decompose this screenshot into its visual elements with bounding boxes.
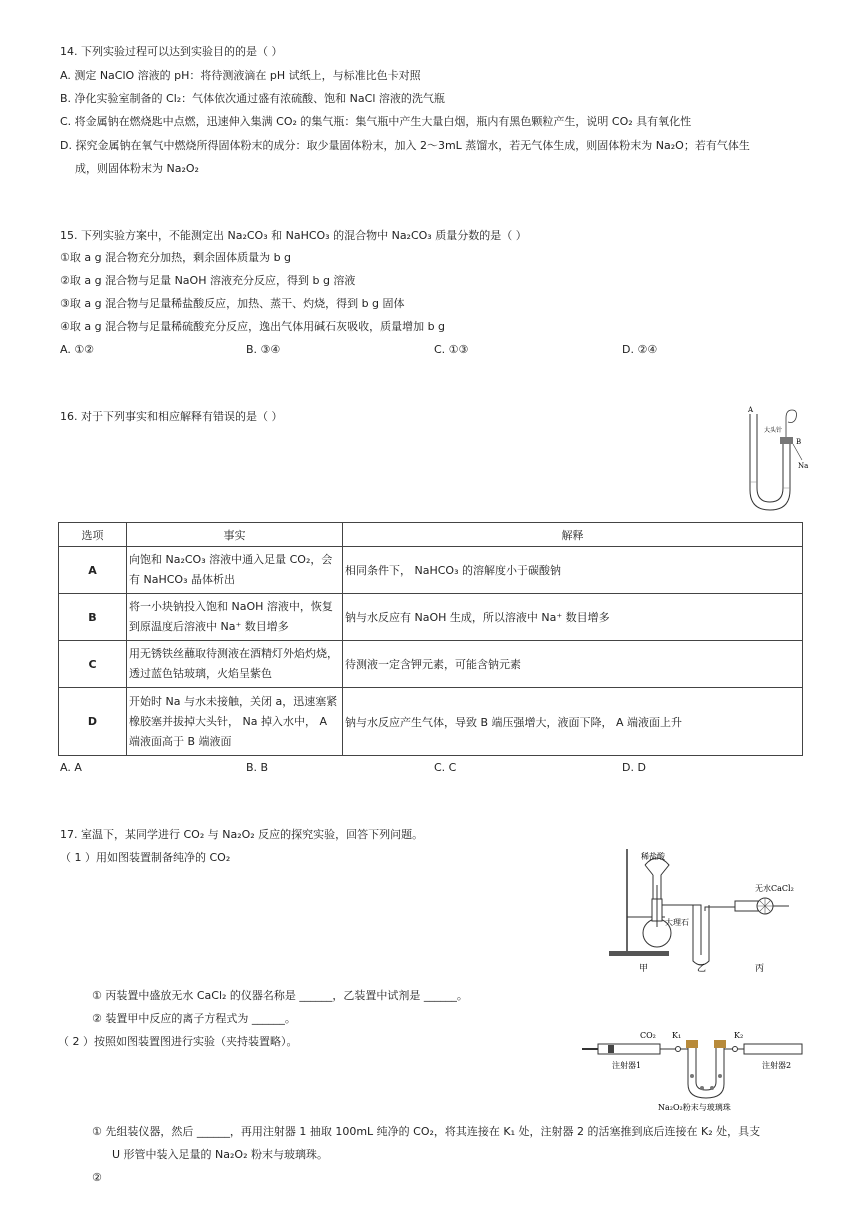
q17-part2-sub1-line2: U 形管中装入足量的 Na₂O₂ 粉末与玻璃珠。: [112, 1148, 328, 1161]
q17-part2: （ 2 ）按照如图装置图进行实验（夹持装置略）。: [58, 1035, 298, 1048]
header-option: 选项: [59, 523, 127, 547]
q17-part1: （ 1 ）用如图装置制备纯净的 CO₂: [60, 851, 231, 864]
q16-choice-d: D. D: [622, 761, 646, 774]
q17-part2-sub1-line1: ① 先组装仪器，然后 ______，再用注射器 1 抽取 100mL 纯净的 CO₂，将其连接在 K₁ 处，注射器 2 的活塞推到底后连接在 K₂ 处，具支: [92, 1125, 761, 1138]
row-key: B: [59, 594, 127, 641]
table-header-row: [59, 523, 803, 547]
row-fact: 将一小块钠投入饱和 NaOH 溶液中，恢复到原温度后溶液中 Na⁺ 数目增多: [127, 594, 343, 641]
q15-stem: 15. 下列实验方案中，不能测定出 Na₂CO₃ 和 NaHCO₃ 的混合物中 Na₂CO₃ 质量分数的是（ ）: [60, 229, 527, 242]
q17-stem: 17. 室温下，某同学进行 CO₂ 与 Na₂O₂ 反应的探究实验，回答下列问题。: [60, 828, 424, 841]
fig2-label-k2: K₂: [734, 1031, 744, 1040]
q16-table: [58, 522, 803, 756]
row-key: C: [59, 641, 127, 688]
header-fact: 事实: [127, 523, 343, 547]
q14-option-d-line2: 成，则固体粉末为 Na₂O₂: [75, 162, 199, 175]
fig1-label-hcl: 稀盐酸: [641, 852, 665, 861]
fig2-label-co2: CO₂: [640, 1031, 656, 1040]
q17-part1-sub2: ② 装置甲中反应的离子方程式为 ______。: [92, 1012, 296, 1025]
q14-option-d-line1: D. 探究金属钠在氧气中燃烧所得固体粉末的成分：取少量固体粉末，加入 2～3mL 蒸馏水，若无气体生成，则固体粉末为 Na₂O；若有气体生: [60, 139, 750, 152]
fig2-label-syringe2: 注射器2: [762, 1061, 792, 1070]
q16-choice-b: B. B: [246, 761, 269, 774]
fig2-label-syringe1: 注射器1: [612, 1061, 642, 1070]
q15-statement-2: ②取 a g 混合物与足量 NaOH 溶液充分反应，得到 b g 溶液: [60, 274, 356, 287]
q17-part2-sub2: ②: [92, 1171, 102, 1184]
row-key: D: [59, 688, 127, 756]
u-tube-label-na: Na: [798, 462, 809, 470]
q16-choice-a: A. A: [60, 761, 82, 774]
row-fact: 开始时 Na 与水未接触，关闭 a，迅速塞紧橡胶塞并拔掉大头针， Na 掉入水中， A 端液面高于 B 端液面: [127, 688, 343, 756]
q17-part1-sub1: ① 丙装置中盛放无水 CaCl₂ 的仪器名称是 ______，乙装置中试剂是 ______。: [92, 989, 468, 1002]
syringe-u-tube-apparatus: [578, 1026, 808, 1114]
row-key: A: [59, 547, 127, 594]
q15-statement-3: ③取 a g 混合物与足量稀盐酸反应，加热、蒸干、灼烧，得到 b g 固体: [60, 297, 405, 310]
row-explanation: 钠与水反应产生气体，导致 B 端压强增大，液面下降， A 端液面上升: [343, 688, 803, 756]
q14-stem: 14. 下列实验过程可以达到实验目的的是（ ）: [60, 45, 283, 58]
row-explanation: 相同条件下， NaHCO₃ 的溶解度小于碳酸钠: [343, 547, 803, 594]
q15-choice-a: A. ①②: [60, 343, 95, 356]
q15-statement-1: ①取 a g 混合物充分加热，剩余固体质量为 b g: [60, 251, 292, 264]
u-tube-label-pin: 大头针: [764, 427, 783, 434]
row-explanation: 待测液一定含钾元素，可能含钠元素: [343, 641, 803, 688]
table-row: [59, 594, 803, 641]
q15-choice-d: D. ②④: [622, 343, 658, 356]
table-row: [59, 688, 803, 756]
u-tube-figure: [740, 402, 812, 514]
q15-choice-c: C. ①③: [434, 343, 469, 356]
fig1-label-yi: 乙: [697, 964, 707, 974]
fig1-label-marble: 大理石: [665, 918, 689, 927]
fig2-label-k1: K₁: [672, 1031, 682, 1040]
fig1-label-bing: 丙: [755, 964, 765, 974]
row-fact: 向饱和 Na₂CO₃ 溶液中通入足量 CO₂，会有 NaHCO₃ 晶体析出: [127, 547, 343, 594]
u-tube-label-b: B: [796, 438, 802, 446]
q15-choice-b: B. ③④: [246, 343, 281, 356]
q16-stem: 16. 对于下列事实和相应解释有错误的是（ ）: [60, 410, 283, 423]
row-fact: 用无锈铁丝蘸取待测液在酒精灯外焰灼烧，透过蓝色钴玻璃，火焰呈紫色: [127, 641, 343, 688]
q16-choice-c: C. C: [434, 761, 457, 774]
table-row: [59, 547, 803, 594]
fig2-label-na2o2: Na₂O₂粉末与玻璃珠: [658, 1103, 731, 1112]
fig1-label-jia: 甲: [639, 964, 649, 974]
table-row: [59, 641, 803, 688]
q15-statement-4: ④取 a g 混合物与足量稀硫酸充分反应，逸出气体用碱石灰吸收，质量增加 b g: [60, 320, 446, 333]
q14-option-b: B. 净化实验室制备的 Cl₂：气体依次通过盛有浓硫酸、饱和 NaCl 溶液的洗气瓶: [60, 92, 445, 105]
q14-option-a: A. 测定 NaClO 溶液的 pH：将待测液滴在 pH 试纸上，与标准比色卡对照: [60, 69, 421, 82]
u-tube-label-a: A: [748, 406, 754, 414]
co2-prep-apparatus: [605, 845, 810, 975]
row-explanation: 钠与水反应有 NaOH 生成，所以溶液中 Na⁺ 数目增多: [343, 594, 803, 641]
q14-option-c: C. 将金属钠在燃烧匙中点燃，迅速伸入集满 CO₂ 的集气瓶：集气瓶中产生大量白烟，瓶内有黑色颗粒产生，说明 CO₂ 具有氧化性: [60, 115, 692, 128]
header-explanation: 解释: [343, 523, 803, 547]
fig1-label-cacl2: 无水CaCl₂: [755, 884, 794, 893]
